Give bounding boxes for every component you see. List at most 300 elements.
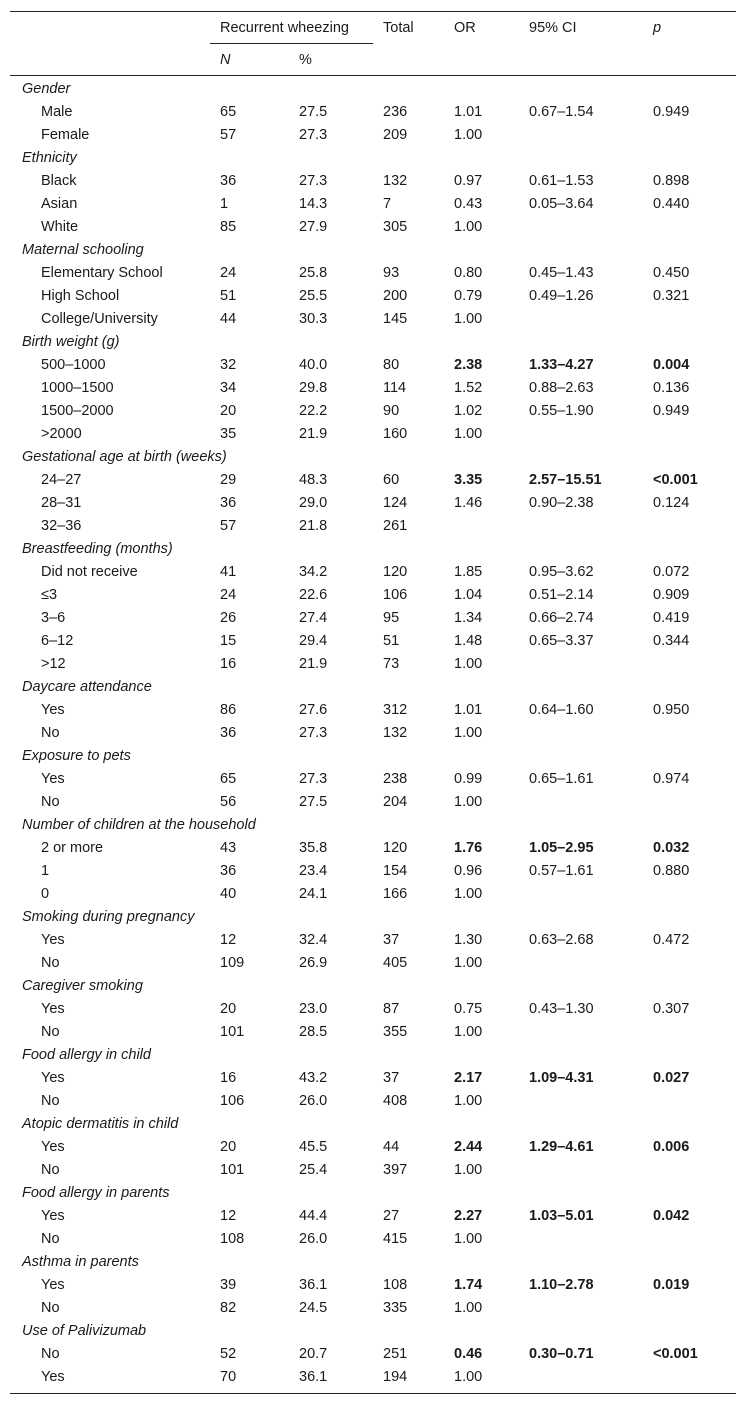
cell-total: 415: [383, 1231, 408, 1247]
cell-p: 0.321: [653, 288, 690, 304]
cell-total: 408: [383, 1093, 408, 1109]
cell-or: 1.00: [454, 725, 483, 741]
cell-total: 106: [383, 587, 408, 603]
category-label: Food allergy in parents: [22, 1185, 170, 1201]
row-label: High School: [41, 288, 120, 304]
row-label: Yes: [41, 1277, 65, 1293]
table-row: [10, 216, 736, 239]
header-p: p: [653, 20, 662, 36]
table-row: [10, 837, 736, 860]
cell-p: 0.472: [653, 932, 690, 948]
cell-n: 101: [220, 1024, 245, 1040]
table-row: [10, 1136, 736, 1159]
table-row: [10, 952, 736, 975]
table-row: [10, 699, 736, 722]
cell-n: 35: [220, 426, 237, 442]
cell-total: 124: [383, 495, 408, 511]
header-recurrent-wheezing: Recurrent wheezing: [220, 20, 349, 36]
category-label: Gender: [22, 81, 71, 97]
table-row: [10, 101, 736, 124]
table-row: [10, 630, 736, 653]
category-label: Gestational age at birth (weeks): [22, 449, 227, 465]
cell-pct: 27.3: [299, 725, 328, 741]
category-row: [10, 239, 736, 262]
row-label: 32–36: [41, 518, 82, 534]
cell-total: 132: [383, 725, 408, 741]
cell-pct: 14.3: [299, 196, 328, 212]
cell-n: 36: [220, 495, 237, 511]
cell-total: 200: [383, 288, 408, 304]
row-label: 0: [41, 886, 50, 902]
cell-ci: 0.61–1.53: [529, 173, 594, 189]
table-row: [10, 1090, 736, 1113]
cell-n: 41: [220, 564, 237, 580]
cell-or: 1.00: [454, 1300, 483, 1316]
cell-or: 0.97: [454, 173, 483, 189]
table-row: [10, 883, 736, 906]
cell-or: 2.27: [454, 1208, 483, 1224]
cell-total: 93: [383, 265, 400, 281]
cell-n: 12: [220, 932, 237, 948]
cell-or: 1.00: [454, 1024, 483, 1040]
table-row: [10, 791, 736, 814]
cell-total: 73: [383, 656, 400, 672]
cell-p: 0.949: [653, 403, 690, 419]
table-row: [10, 1021, 736, 1044]
row-label: >12: [41, 656, 66, 672]
cell-ci: 2.57–15.51: [529, 472, 602, 488]
cell-ci: 0.43–1.30: [529, 1001, 594, 1017]
cell-pct: 26.9: [299, 955, 328, 971]
cell-pct: 27.4: [299, 610, 328, 626]
cell-ci: 1.10–2.78: [529, 1277, 594, 1293]
category-row: [10, 1044, 736, 1067]
cell-p: 0.419: [653, 610, 690, 626]
cell-or: 1.74: [454, 1277, 483, 1293]
table-row: [10, 285, 736, 308]
row-label: White: [41, 219, 79, 235]
category-label: Caregiver smoking: [22, 978, 143, 994]
cell-n: 109: [220, 955, 245, 971]
row-label: Yes: [41, 702, 65, 718]
header-group-rule: [210, 43, 373, 44]
cell-pct: 28.5: [299, 1024, 328, 1040]
cell-ci: 0.95–3.62: [529, 564, 594, 580]
cell-n: 106: [220, 1093, 245, 1109]
cell-pct: 43.2: [299, 1070, 328, 1086]
cell-total: 397: [383, 1162, 408, 1178]
row-label: Did not receive: [41, 564, 138, 580]
cell-total: 37: [383, 932, 400, 948]
category-label: Maternal schooling: [22, 242, 144, 258]
cell-pct: 35.8: [299, 840, 328, 856]
cell-ci: 1.29–4.61: [529, 1139, 594, 1155]
cell-n: 24: [220, 587, 237, 603]
cell-p: <0.001: [653, 472, 698, 488]
category-label: Daycare attendance: [22, 679, 152, 695]
cell-pct: 22.6: [299, 587, 328, 603]
cell-n: 44: [220, 311, 237, 327]
cell-p: 0.450: [653, 265, 690, 281]
cell-p: <0.001: [653, 1346, 698, 1362]
cell-p: 0.974: [653, 771, 690, 787]
cell-n: 20: [220, 1001, 237, 1017]
cell-ci: 0.67–1.54: [529, 104, 594, 120]
row-label: 1: [41, 863, 50, 879]
cell-n: 65: [220, 771, 237, 787]
cell-n: 16: [220, 656, 237, 672]
cell-pct: 24.1: [299, 886, 328, 902]
cell-or: 0.46: [454, 1346, 483, 1362]
row-label: No: [41, 1162, 60, 1178]
cell-or: 0.43: [454, 196, 483, 212]
table-row: [10, 262, 736, 285]
cell-pct: 27.5: [299, 104, 328, 120]
cell-n: 34: [220, 380, 237, 396]
cell-total: 405: [383, 955, 408, 971]
cell-or: 0.80: [454, 265, 483, 281]
cell-total: 51: [383, 633, 400, 649]
category-label: Exposure to pets: [22, 748, 131, 764]
row-label: Yes: [41, 1369, 65, 1385]
cell-n: 29: [220, 472, 237, 488]
row-label: No: [41, 1231, 60, 1247]
cell-n: 108: [220, 1231, 245, 1247]
cell-total: 335: [383, 1300, 408, 1316]
header-or: OR: [454, 20, 476, 36]
cell-or: 1.04: [454, 587, 483, 603]
cell-n: 43: [220, 840, 237, 856]
category-label: Use of Palivizumab: [22, 1323, 147, 1339]
cell-pct: 30.3: [299, 311, 328, 327]
cell-ci: 0.51–2.14: [529, 587, 594, 603]
cell-total: 132: [383, 173, 408, 189]
cell-total: 204: [383, 794, 408, 810]
cell-ci: 0.88–2.63: [529, 380, 594, 396]
row-label: 24–27: [41, 472, 82, 488]
cell-or: 0.79: [454, 288, 483, 304]
row-label: Yes: [41, 1208, 65, 1224]
cell-total: 145: [383, 311, 408, 327]
cell-n: 32: [220, 357, 237, 373]
row-label: No: [41, 1346, 60, 1362]
cell-n: 57: [220, 518, 237, 534]
cell-n: 52: [220, 1346, 237, 1362]
cell-p: 0.440: [653, 196, 690, 212]
cell-or: 3.35: [454, 472, 483, 488]
cell-n: 24: [220, 265, 237, 281]
cell-pct: 48.3: [299, 472, 328, 488]
row-label: Asian: [41, 196, 78, 212]
row-label: Elementary School: [41, 265, 163, 281]
cell-or: 1.00: [454, 886, 483, 902]
cell-ci: 1.03–5.01: [529, 1208, 594, 1224]
row-label: College/University: [41, 311, 158, 327]
table-row: [10, 377, 736, 400]
cell-or: 1.00: [454, 656, 483, 672]
cell-total: 37: [383, 1070, 400, 1086]
cell-or: 1.01: [454, 104, 483, 120]
table-bottom-rule: [10, 1393, 736, 1394]
cell-or: 1.52: [454, 380, 483, 396]
category-row: [10, 975, 736, 998]
cell-pct: 36.1: [299, 1277, 328, 1293]
cell-n: 101: [220, 1162, 245, 1178]
row-label: 3–6: [41, 610, 66, 626]
category-row: [10, 538, 736, 561]
cell-total: 80: [383, 357, 400, 373]
cell-total: 160: [383, 426, 408, 442]
cell-pct: 27.5: [299, 794, 328, 810]
row-label: Male: [41, 104, 73, 120]
cell-n: 56: [220, 794, 237, 810]
cell-total: 60: [383, 472, 400, 488]
cell-pct: 25.5: [299, 288, 328, 304]
table-row: [10, 1297, 736, 1320]
category-label: Smoking during pregnancy: [22, 909, 195, 925]
row-label: No: [41, 1024, 60, 1040]
cell-or: 1.30: [454, 932, 483, 948]
cell-total: 236: [383, 104, 408, 120]
cell-pct: 22.2: [299, 403, 328, 419]
cell-pct: 29.4: [299, 633, 328, 649]
table-row: [10, 124, 736, 147]
table-row: [10, 1366, 736, 1389]
cell-ci: 0.45–1.43: [529, 265, 594, 281]
cell-pct: 32.4: [299, 932, 328, 948]
cell-pct: 23.0: [299, 1001, 328, 1017]
cell-pct: 45.5: [299, 1139, 328, 1155]
cell-n: 86: [220, 702, 237, 718]
cell-ci: 0.63–2.68: [529, 932, 594, 948]
cell-p: 0.136: [653, 380, 690, 396]
table-body: [10, 78, 736, 1389]
category-label: Ethnicity: [22, 150, 77, 166]
category-row: [10, 1113, 736, 1136]
cell-ci: 0.49–1.26: [529, 288, 594, 304]
cell-or: 1.76: [454, 840, 483, 856]
cell-or: 1.01: [454, 702, 483, 718]
row-label: Yes: [41, 932, 65, 948]
category-row: [10, 78, 736, 101]
table-row: [10, 1343, 736, 1366]
cell-or: 1.00: [454, 1231, 483, 1247]
cell-or: 1.02: [454, 403, 483, 419]
cell-pct: 21.9: [299, 426, 328, 442]
row-label: No: [41, 1300, 60, 1316]
table-row: [10, 308, 736, 331]
category-label: Breastfeeding (months): [22, 541, 173, 557]
table-row: [10, 492, 736, 515]
category-row: [10, 906, 736, 929]
cell-ci: 0.30–0.71: [529, 1346, 594, 1362]
row-label: 28–31: [41, 495, 82, 511]
cell-p: 0.949: [653, 104, 690, 120]
cell-or: 1.34: [454, 610, 483, 626]
cell-ci: 0.57–1.61: [529, 863, 594, 879]
table-row: [10, 653, 736, 676]
table-row: [10, 1067, 736, 1090]
cell-p: 0.344: [653, 633, 690, 649]
cell-p: 0.898: [653, 173, 690, 189]
cell-or: 1.00: [454, 1369, 483, 1385]
cell-n: 70: [220, 1369, 237, 1385]
row-label: No: [41, 955, 60, 971]
cell-p: 0.880: [653, 863, 690, 879]
table-row: [10, 561, 736, 584]
category-label: Birth weight (g): [22, 334, 120, 350]
cell-p: 0.072: [653, 564, 690, 580]
cell-ci: 0.65–1.61: [529, 771, 594, 787]
cell-n: 1: [220, 196, 229, 212]
row-label: 1500–2000: [41, 403, 114, 419]
category-row: [10, 446, 736, 469]
cell-n: 36: [220, 725, 237, 741]
cell-total: 209: [383, 127, 408, 143]
row-label: 500–1000: [41, 357, 106, 373]
header-bottom-rule: [10, 75, 736, 76]
cell-p: 0.019: [653, 1277, 690, 1293]
cell-or: 1.48: [454, 633, 483, 649]
cell-pct: 25.8: [299, 265, 328, 281]
row-label: 6–12: [41, 633, 74, 649]
cell-total: 114: [383, 380, 407, 396]
cell-or: 1.00: [454, 1093, 483, 1109]
cell-total: 251: [383, 1346, 408, 1362]
cell-ci: 0.64–1.60: [529, 702, 594, 718]
table-row: [10, 1159, 736, 1182]
cell-or: 1.46: [454, 495, 483, 511]
header-total: Total: [383, 20, 414, 36]
table-row: [10, 584, 736, 607]
table-row: [10, 423, 736, 446]
cell-pct: 36.1: [299, 1369, 328, 1385]
category-row: [10, 147, 736, 170]
category-row: [10, 1320, 736, 1343]
category-label: Food allergy in child: [22, 1047, 151, 1063]
cell-p: 0.006: [653, 1139, 690, 1155]
table-row: [10, 722, 736, 745]
category-row: [10, 676, 736, 699]
cell-total: 95: [383, 610, 400, 626]
cell-or: 1.00: [454, 1162, 483, 1178]
cell-n: 85: [220, 219, 237, 235]
category-row: [10, 331, 736, 354]
cell-ci: 1.33–4.27: [529, 357, 594, 373]
cell-total: 166: [383, 886, 408, 902]
cell-n: 20: [220, 403, 237, 419]
cell-p: 0.042: [653, 1208, 690, 1224]
table-row: [10, 998, 736, 1021]
cell-or: 1.00: [454, 127, 483, 143]
cell-ci: 0.55–1.90: [529, 403, 594, 419]
cell-p: 0.032: [653, 840, 690, 856]
row-label: Black: [41, 173, 77, 189]
cell-or: 2.44: [454, 1139, 483, 1155]
cell-total: 305: [383, 219, 408, 235]
table-row: [10, 768, 736, 791]
cell-or: 1.00: [454, 311, 483, 327]
row-label: Yes: [41, 1139, 65, 1155]
header-n: N: [220, 52, 231, 68]
cell-or: 1.00: [454, 955, 483, 971]
row-label: >2000: [41, 426, 82, 442]
table-row: [10, 1274, 736, 1297]
cell-pct: 34.2: [299, 564, 328, 580]
table-row: [10, 354, 736, 377]
cell-n: 20: [220, 1139, 237, 1155]
cell-total: 154: [383, 863, 408, 879]
table-row: [10, 170, 736, 193]
table-row: [10, 607, 736, 630]
category-label: Asthma in parents: [22, 1254, 139, 1270]
cell-pct: 23.4: [299, 863, 328, 879]
cell-n: 51: [220, 288, 237, 304]
cell-total: 87: [383, 1001, 400, 1017]
cell-or: 2.38: [454, 357, 483, 373]
cell-ci: 0.05–3.64: [529, 196, 594, 212]
cell-or: 1.85: [454, 564, 483, 580]
category-row: [10, 814, 736, 837]
row-label: No: [41, 794, 60, 810]
table-row: [10, 860, 736, 883]
category-label: Number of children at the household: [22, 817, 256, 833]
row-label: Yes: [41, 1070, 65, 1086]
cell-n: 40: [220, 886, 237, 902]
cell-total: 27: [383, 1208, 400, 1224]
cell-total: 108: [383, 1277, 408, 1293]
cell-or: 0.99: [454, 771, 483, 787]
row-label: 2 or more: [41, 840, 104, 856]
cell-p: 0.909: [653, 587, 690, 603]
cell-n: 39: [220, 1277, 237, 1293]
table-row: [10, 929, 736, 952]
category-row: [10, 1182, 736, 1205]
cell-pct: 29.8: [299, 380, 328, 396]
cell-total: 44: [383, 1139, 400, 1155]
cell-total: 120: [383, 564, 408, 580]
cell-pct: 20.7: [299, 1346, 328, 1362]
cell-pct: 27.6: [299, 702, 328, 718]
cell-pct: 27.3: [299, 127, 328, 143]
cell-pct: 44.4: [299, 1208, 328, 1224]
cell-total: 312: [383, 702, 408, 718]
header-pct: %: [299, 52, 312, 68]
cell-total: 120: [383, 840, 408, 856]
cell-pct: 27.3: [299, 771, 328, 787]
cell-ci: 0.66–2.74: [529, 610, 594, 626]
table-row: [10, 515, 736, 538]
cell-p: 0.124: [653, 495, 690, 511]
cell-or: 1.00: [454, 219, 483, 235]
cell-n: 65: [220, 104, 237, 120]
cell-n: 82: [220, 1300, 237, 1316]
table-row: [10, 1205, 736, 1228]
cell-pct: 24.5: [299, 1300, 328, 1316]
cell-n: 16: [220, 1070, 237, 1086]
cell-total: 90: [383, 403, 400, 419]
cell-total: 238: [383, 771, 408, 787]
cell-pct: 29.0: [299, 495, 328, 511]
cell-total: 355: [383, 1024, 408, 1040]
cell-ci: 0.65–3.37: [529, 633, 594, 649]
cell-n: 26: [220, 610, 237, 626]
cell-n: 15: [220, 633, 237, 649]
cell-or: 1.00: [454, 794, 483, 810]
cell-pct: 25.4: [299, 1162, 328, 1178]
table-row: [10, 193, 736, 216]
header-ci: 95% CI: [529, 20, 577, 36]
